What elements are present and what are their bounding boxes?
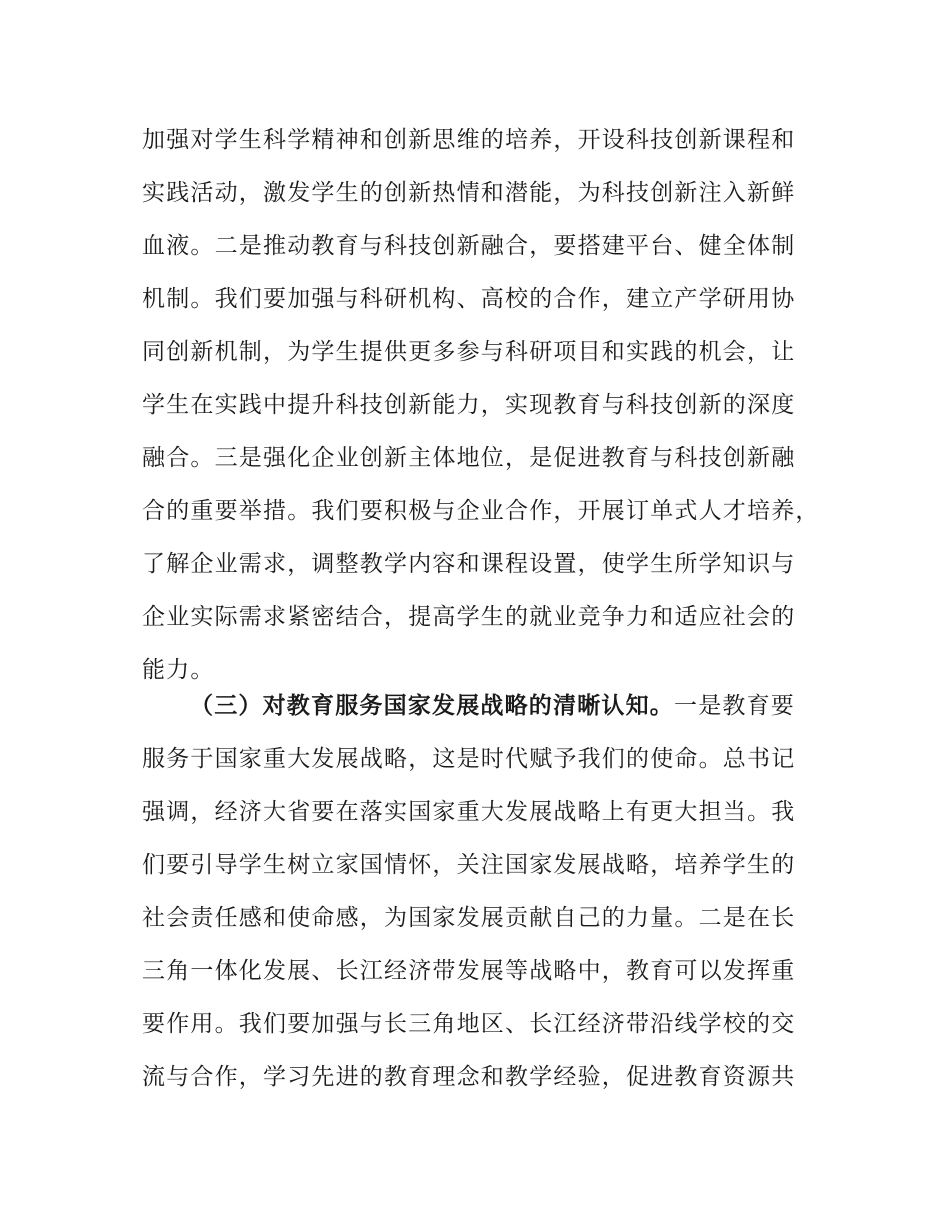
paragraph-1-line: 合的重要举措。我们要积极与企业合作，开展订单式人才培养， [142, 498, 820, 524]
paragraph-2-line: 流与合作，学习先进的教育理念和教学经验，促进教育资源共 [142, 1064, 796, 1090]
paragraph-1-line: 同创新机制，为学生提供更多参与科研项目和实践的机会，让 [142, 339, 796, 365]
paragraph-2-line: 们要引导学生树立家国情怀，关注国家发展战略，培养学生的 [142, 852, 796, 878]
paragraph-1-line: 能力。 [142, 657, 215, 683]
paragraph-1-line: 了解企业需求，调整教学内容和课程设置，使学生所学知识与 [142, 551, 796, 577]
paragraph-2-line: 三角一体化发展、长江经济带发展等战略中，教育可以发挥重 [142, 958, 796, 984]
paragraph-1-line: 加强对学生科学精神和创新思维的培养，开设科技创新课程和 [142, 127, 796, 153]
paragraph-2-line: 服务于国家重大发展战略，这是时代赋予我们的使命。总书记 [142, 746, 796, 772]
paragraph-1-line: 融合。三是强化企业创新主体地位，是促进教育与科技创新融 [142, 445, 796, 471]
section-heading: （三）对教育服务国家发展战略的清晰认知。 [190, 693, 674, 719]
paragraph-1-line: 企业实际需求紧密结合，提高学生的就业竞争力和适应社会的 [142, 604, 796, 630]
paragraph-1-line: 学生在实践中提升科技创新能力，实现教育与科技创新的深度 [142, 392, 796, 418]
paragraph-2-line: 社会责任感和使命感，为国家发展贡献自己的力量。二是在长 [142, 905, 796, 931]
paragraph-1-line: 血液。二是推动教育与科技创新融合，要搭建平台、健全体制 [142, 233, 796, 259]
paragraph-2-first-line [190, 688, 795, 724]
paragraph-1-line: 实践活动，激发学生的创新热情和潜能，为科技创新注入新鲜 [142, 180, 796, 206]
heading-continuation: 一是教育要 [674, 693, 795, 719]
paragraph-1-line: 机制。我们要加强与科研机构、高校的合作，建立产学研用协 [142, 286, 796, 312]
paragraph-2-line: 强调，经济大省要在落实国家重大发展战略上有更大担当。我 [142, 799, 796, 825]
paragraph-2-line: 要作用。我们要加强与长三角地区、长江经济带沿线学校的交 [142, 1011, 796, 1037]
